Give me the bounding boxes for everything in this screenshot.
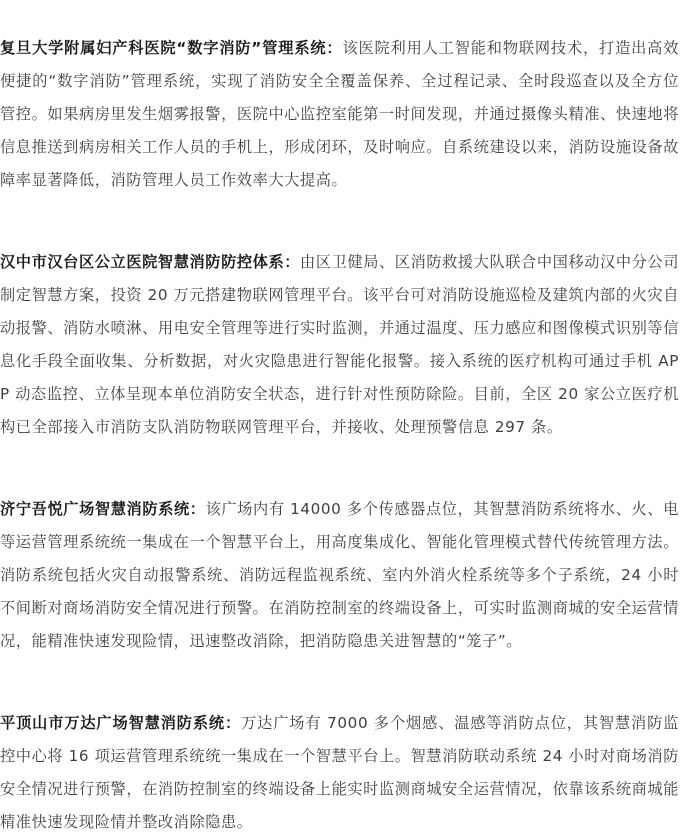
section-hanzhong [0, 246, 679, 444]
section-body: 该医院利用人工智能和物联网技术，打造出高效便捷的“数字消防”管理系统，实现了消防安全全覆盖保养、全过程记录、全时段巡查以及全方位管控。如果病房里发生烟雾报警，医院中心监控室能第一时间发现，并通过摄像头精准、快速地将信息推送到病房相关工作人员的手机上，形成闭环，及时响应。自系统建设以来，消防设施设备故障率显著降低，消防管理人员工作效率大大提高。 [0, 39, 679, 189]
section-heading: 平顶山市万达广场智慧消防系统： [0, 714, 242, 732]
section-body: 该广场内有 14000 多个传感器点位，其智慧消防系统将水、火、电等运营管理系统统一集成在一个智慧平台上，用高度集成化、智能化管理模式替代传统管理方法。消防系统包括火灾自动报警系统、消防远程监视系统、室内外消火栓系统等多个子系统，24 小时不间断对商场消防安全情况进行预警。在消防控制室的终端设备上，可实时监测商城的安全运营情况，能精准快速发现险情，迅速整改消除，把消防隐患关进智慧的“笼子”。 [0, 500, 679, 650]
section-pingdingshan [0, 707, 679, 839]
section-body: 万达广场有 7000 多个烟感、温感等消防点位，其智慧消防监控中心将 16 项运营管理系统统一集成在一个智慧平台上。智慧消防联动系统 24 小时对商场消防安全情况进行预警，在消防控制室的终端设备上能实时监测商城安全运营情况，依靠该系统商城能精准快速发现险情并整改消除隐患。 [0, 714, 679, 831]
section-heading: 济宁吾悦广场智慧消防系统： [0, 500, 206, 518]
section-heading: 复旦大学附属妇产科医院“数字消防”管理系统： [0, 39, 343, 57]
section-heading: 汉中市汉台区公立医院智慧消防防控体系： [0, 253, 301, 271]
section-body: 由区卫健局、区消防救援大队联合中国移动汉中分公司制定智慧方案，投资 20 万元搭建物联网管理平台。该平台可对消防设施巡检及建筑内部的火灾自动报警、消防水喷淋、用电安全管理等进行实时监测，并通过温度、压力感应和图像模式识别等信息化手段全面收集、分析数据，对火灾隐患进行智能化报警。接入系统的医疗机构可通过手机 APP 动态监控、立体呈现本单位消防安全状态，进行针对性预防除险。目前，全区 20 家公立医疗机构已全部接入市消防支队消防物联网管理平台，并接收、处理预警信息 297 条。 [0, 253, 679, 436]
section-jining [0, 493, 679, 658]
section-fudan [0, 32, 679, 197]
